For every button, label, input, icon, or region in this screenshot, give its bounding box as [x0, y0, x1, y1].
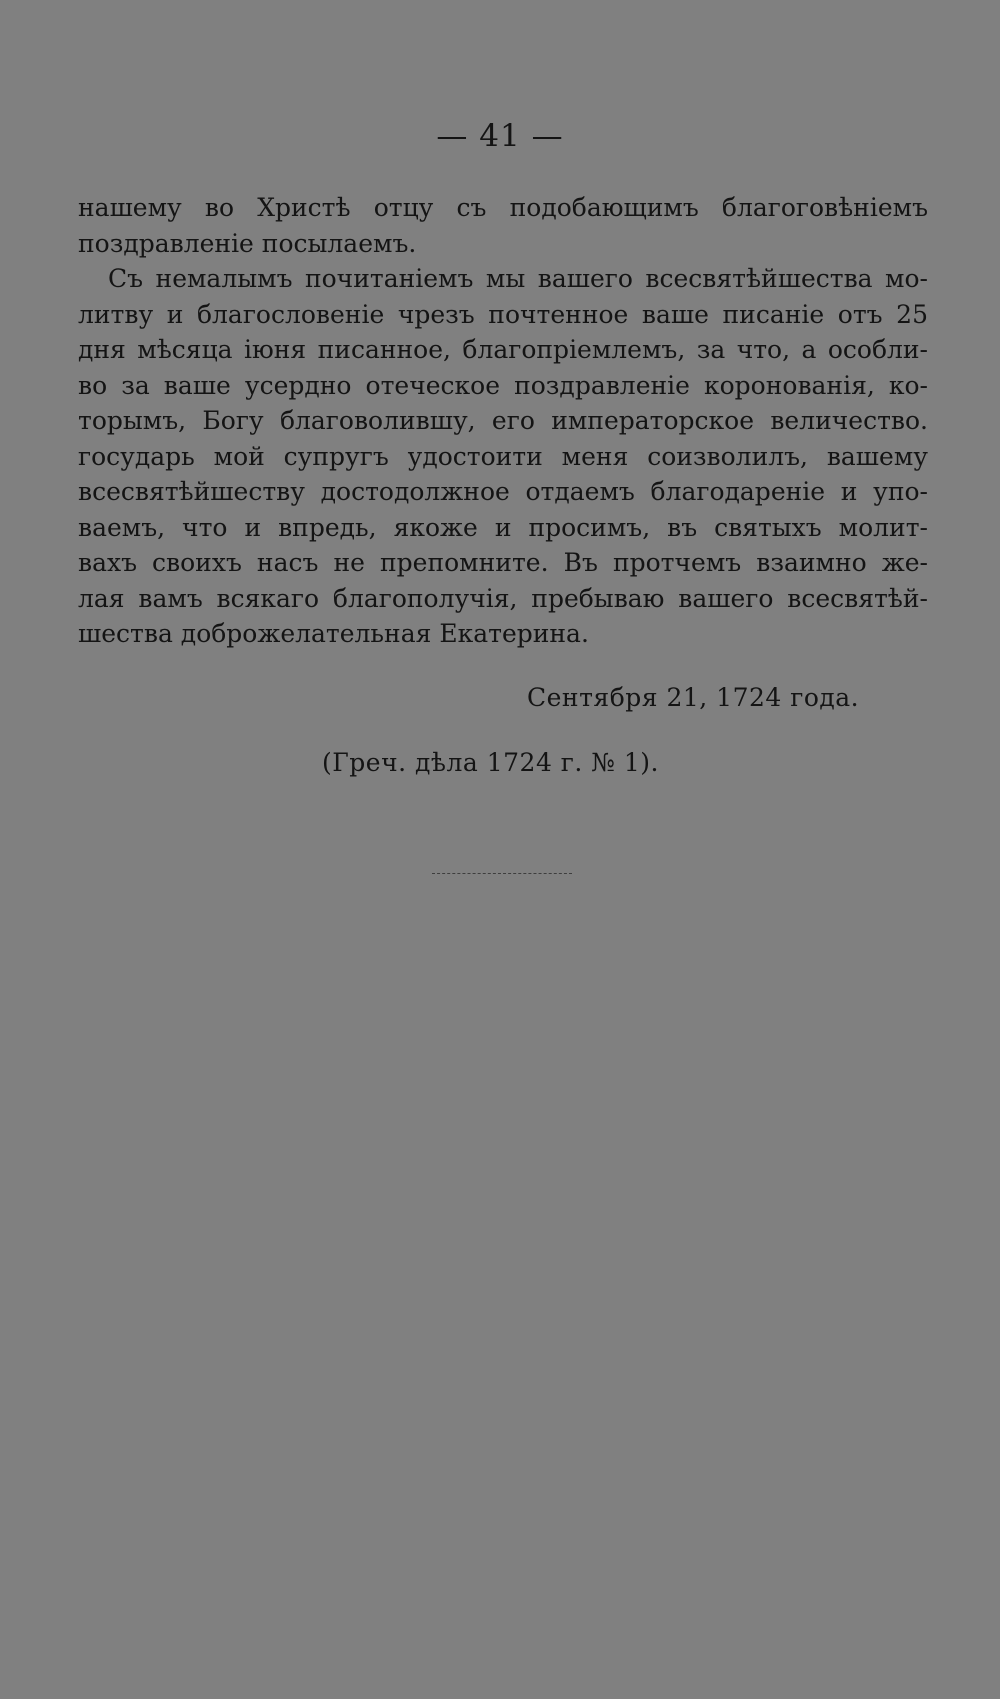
text-line: лая вамъ всякаго благополучія, пребываю вашего всесвятѣй-	[78, 583, 928, 613]
text-line: во за ваше усердно отеческое поздравленіе коронованія, ко-	[78, 370, 928, 400]
text-line: поздравленіе посылаемъ.	[78, 228, 417, 258]
text-line: вахъ своихъ насъ не препомните. Въ протчемъ взаимно же-	[78, 548, 928, 577]
page-number: — 41 —	[436, 118, 564, 154]
text-line: литву и благословеніе чрезъ почтенное ваше писаніе отъ 25	[78, 299, 928, 329]
date-line: Сентября 21, 1724 года.	[527, 683, 860, 712]
divider	[432, 873, 572, 874]
text-line: шества доброжелательная Екатерина.	[78, 619, 589, 648]
text-line: государь мой супругъ удостоити меня соизволилъ, вашему	[78, 441, 928, 471]
text-line: дня мѣсяца іюня писанное, благопріемлемъ, за что, а особли-	[78, 335, 928, 364]
text-line: всесвятѣйшеству достодолжное отдаемъ благодареніе и упо-	[78, 477, 928, 506]
text-line: нашему во Христѣ отцу съ подобающимъ благоговѣніемъ	[78, 193, 928, 222]
text-line: ваемъ, что и впредь, якоже и просимъ, въ святыхъ молит-	[78, 512, 928, 542]
text-line: торымъ, Богу благоволившу, его императорское величество.	[78, 406, 928, 435]
letter-body	[78, 190, 928, 652]
text-line: Съ немалымъ почитаніемъ мы вашего всесвятѣйшества мо-	[108, 264, 928, 293]
archive-reference: (Греч. дѣла 1724 г. № 1).	[322, 748, 659, 777]
